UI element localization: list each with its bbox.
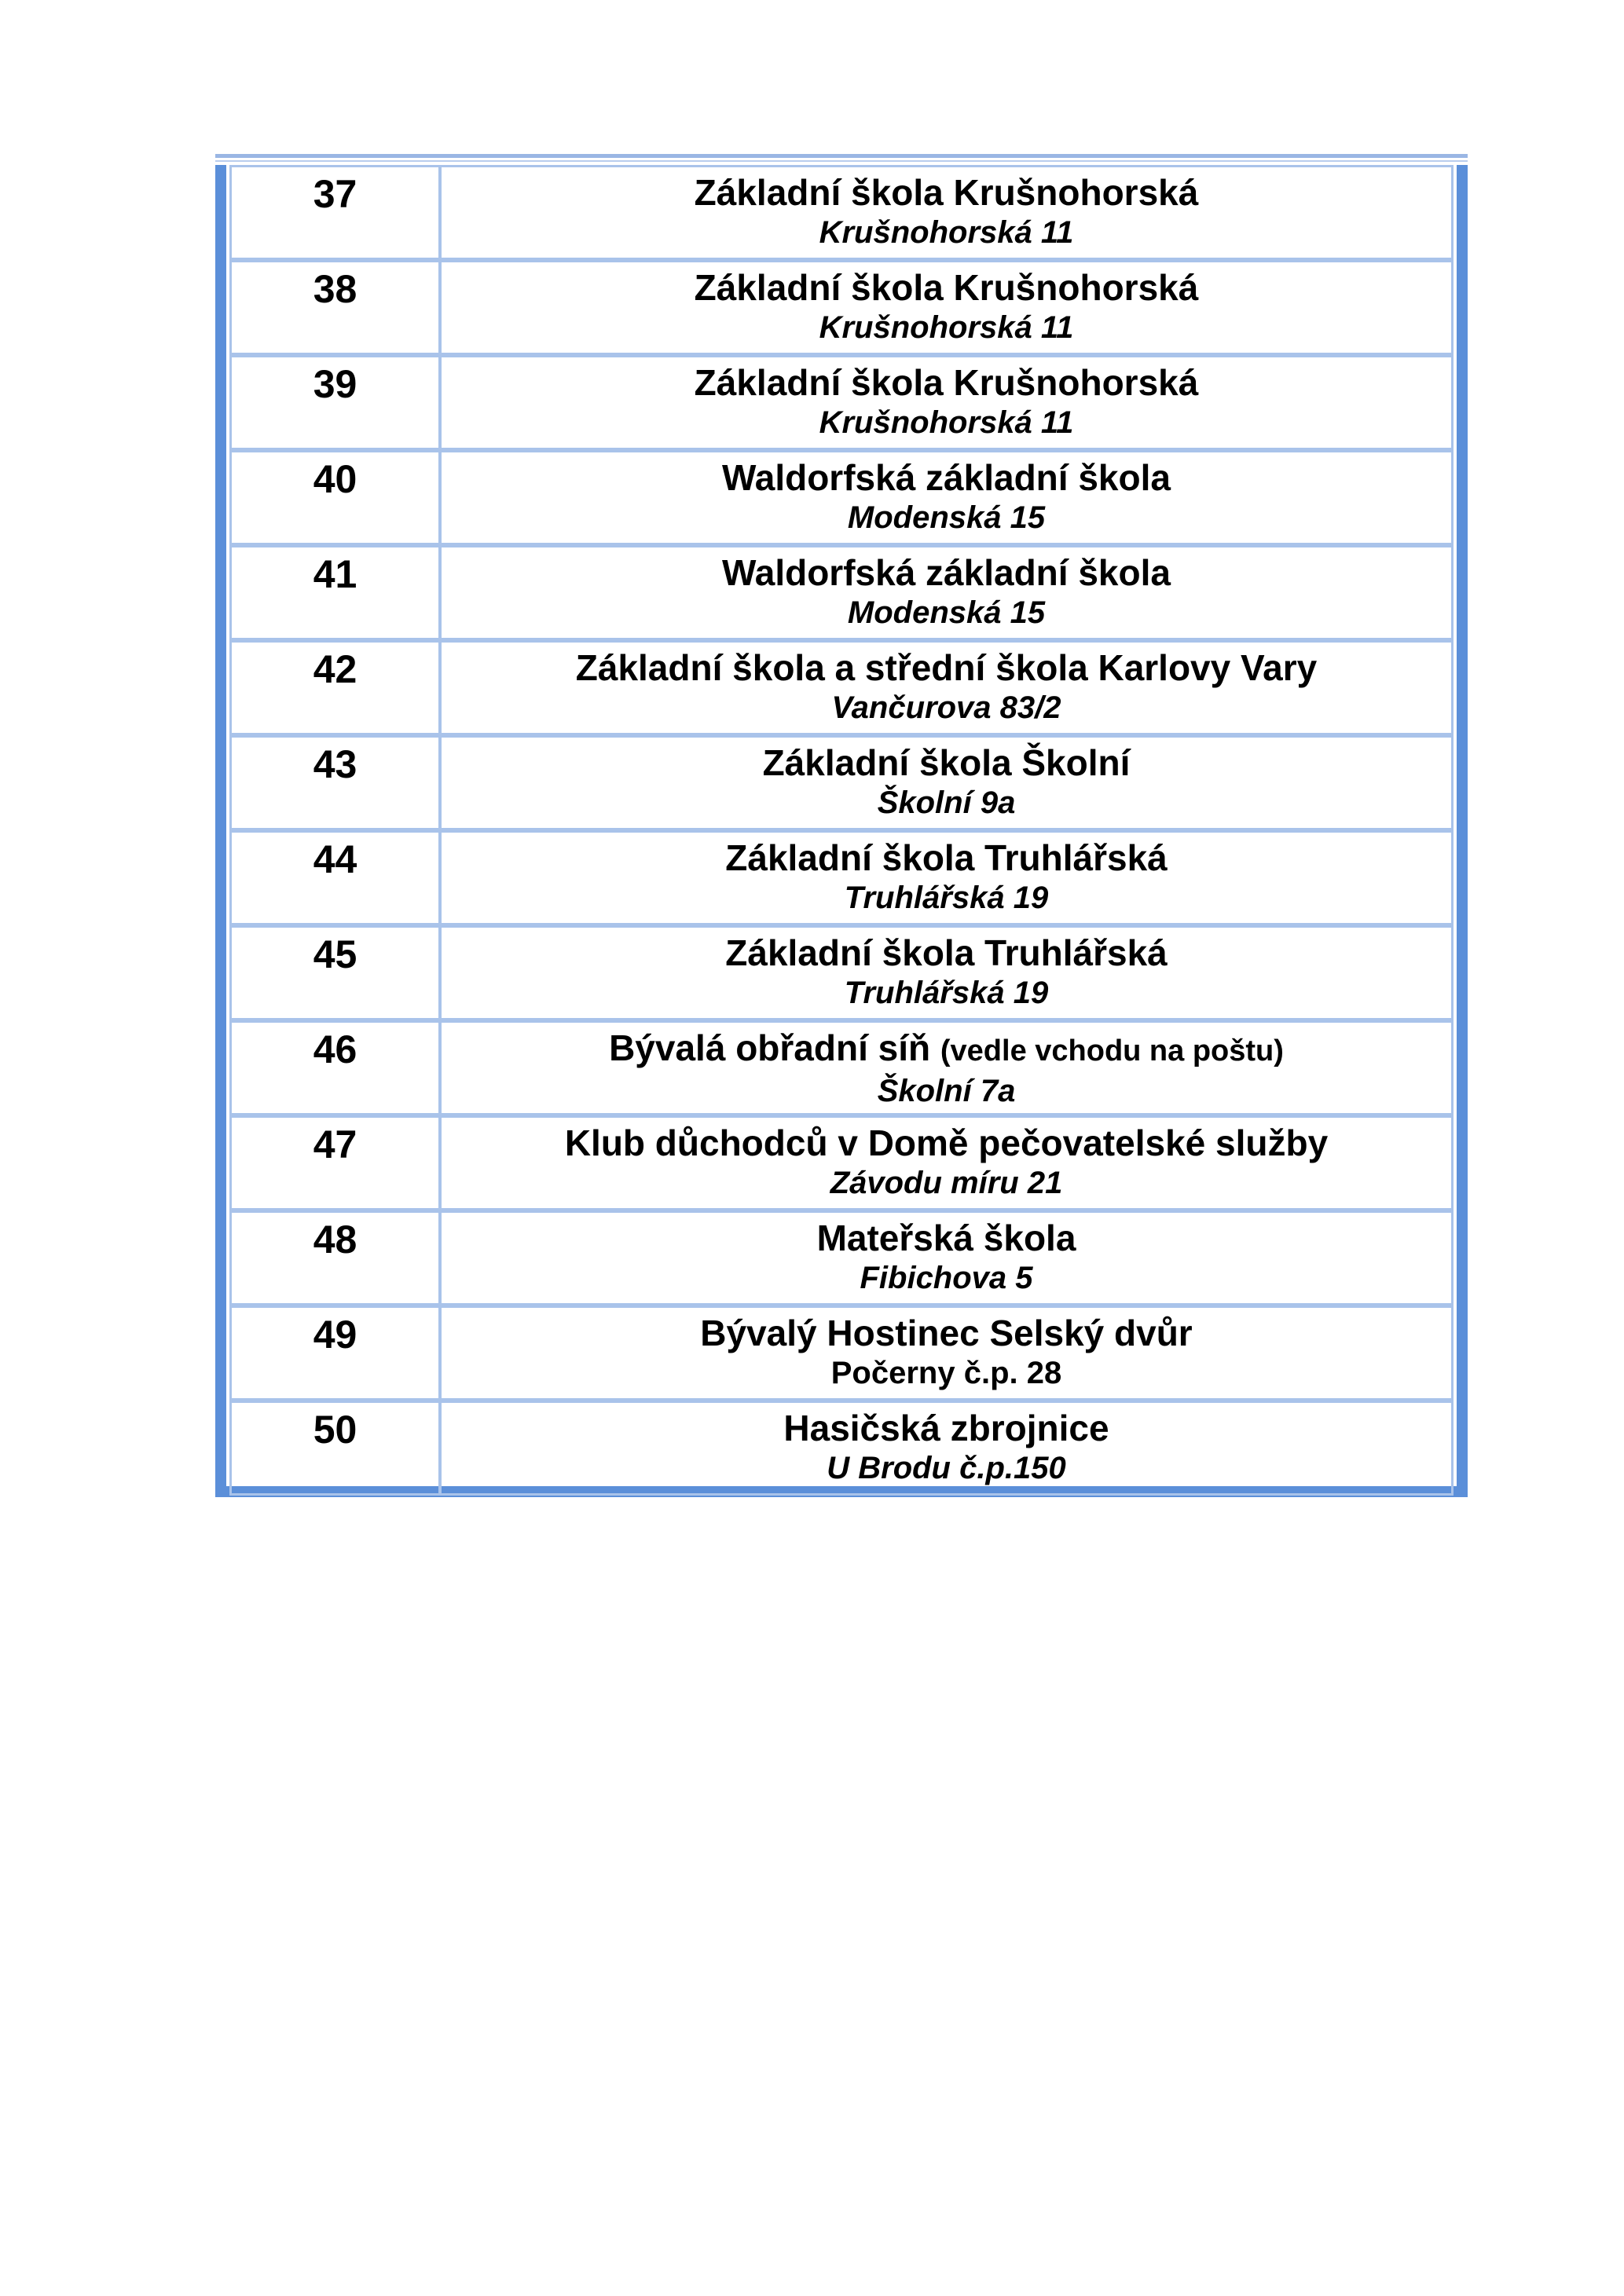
station-address: Krušnohorská 11 bbox=[819, 215, 1074, 250]
top-rule-thin bbox=[215, 160, 1468, 162]
table-row bbox=[229, 1020, 1454, 1115]
station-details bbox=[442, 643, 1454, 733]
table-row bbox=[229, 735, 1454, 830]
station-name: Základní škola a střední škola Karlovy Vary bbox=[575, 647, 1318, 688]
station-address: Krušnohorská 11 bbox=[819, 310, 1074, 345]
station-address: Truhlářská 19 bbox=[844, 976, 1049, 1010]
station-number: 38 bbox=[229, 262, 442, 353]
station-number: 48 bbox=[229, 1213, 442, 1303]
station-number: 37 bbox=[229, 167, 442, 258]
station-name: Základní škola Truhlářská bbox=[725, 932, 1168, 973]
station-details bbox=[442, 1023, 1454, 1113]
station-name: Základní škola Krušnohorská bbox=[694, 172, 1199, 213]
station-details bbox=[442, 452, 1454, 543]
station-number: 40 bbox=[229, 452, 442, 543]
station-name: Bývalá obřadní síň bbox=[609, 1027, 931, 1068]
station-details bbox=[442, 1308, 1454, 1398]
station-number: 50 bbox=[229, 1403, 442, 1493]
station-number: 49 bbox=[229, 1308, 442, 1398]
table-row bbox=[229, 355, 1454, 450]
station-name: Základní škola Krušnohorská bbox=[694, 362, 1199, 403]
station-details bbox=[442, 928, 1454, 1018]
station-details bbox=[442, 1403, 1454, 1493]
station-number: 45 bbox=[229, 928, 442, 1018]
station-name-line bbox=[725, 931, 1167, 975]
station-name: Základní škola Truhlářská bbox=[725, 837, 1168, 878]
station-address: Krušnohorská 11 bbox=[819, 405, 1074, 440]
table-row bbox=[229, 450, 1454, 545]
table-row bbox=[229, 925, 1454, 1020]
table-row bbox=[229, 1305, 1454, 1401]
station-name-line bbox=[565, 1121, 1328, 1165]
station-name-line bbox=[763, 741, 1131, 785]
station-address: Truhlářská 19 bbox=[844, 881, 1049, 915]
station-name-line bbox=[695, 170, 1199, 214]
station-name: Klub důchodců v Domě pečovatelské služby bbox=[564, 1122, 1329, 1163]
station-number: 44 bbox=[229, 833, 442, 923]
station-note: (vedle vchodu na poštu) bbox=[940, 1034, 1284, 1067]
station-address: Modenská 15 bbox=[847, 500, 1046, 535]
station-details bbox=[442, 833, 1454, 923]
station-name-line bbox=[609, 1026, 1284, 1073]
polling-stations-table bbox=[226, 165, 1457, 1486]
station-number: 39 bbox=[229, 357, 442, 448]
station-name: Waldorfská základní škola bbox=[722, 457, 1171, 498]
station-name-line bbox=[722, 456, 1171, 500]
station-name: Hasičská zbrojnice bbox=[783, 1408, 1109, 1448]
station-address: Školní 9a bbox=[877, 785, 1016, 820]
station-address: Školní 7a bbox=[877, 1074, 1016, 1108]
station-details bbox=[442, 547, 1454, 638]
station-number: 42 bbox=[229, 643, 442, 733]
station-name-line bbox=[783, 1406, 1109, 1450]
station-name: Bývalý Hostinec Selský dvůr bbox=[700, 1313, 1193, 1353]
station-name-line bbox=[576, 646, 1317, 690]
table-row bbox=[229, 1210, 1454, 1305]
station-details bbox=[442, 1213, 1454, 1303]
top-rule bbox=[215, 154, 1468, 158]
station-name: Základní škola Školní bbox=[762, 742, 1131, 783]
station-details bbox=[442, 262, 1454, 353]
station-details bbox=[442, 167, 1454, 258]
station-address: Vančurova 83/2 bbox=[831, 690, 1061, 725]
station-details bbox=[442, 357, 1454, 448]
table-row bbox=[229, 830, 1454, 925]
station-address: U Brodu č.p.150 bbox=[827, 1451, 1066, 1485]
station-name: Mateřská škola bbox=[816, 1218, 1076, 1258]
station-name-line bbox=[700, 1311, 1192, 1355]
polling-stations-table-frame bbox=[215, 165, 1468, 1497]
station-name-line bbox=[722, 551, 1171, 595]
station-name: Základní škola Krušnohorská bbox=[694, 267, 1199, 308]
table-row bbox=[229, 1115, 1454, 1210]
station-name-line bbox=[725, 836, 1167, 880]
table-row bbox=[229, 260, 1454, 355]
station-number: 47 bbox=[229, 1118, 442, 1208]
table-row bbox=[229, 545, 1454, 640]
station-details bbox=[442, 738, 1454, 828]
station-address: Závodu míru 21 bbox=[830, 1166, 1063, 1200]
station-number: 43 bbox=[229, 738, 442, 828]
station-address: Fibichova 5 bbox=[860, 1261, 1033, 1295]
station-address: Modenská 15 bbox=[847, 595, 1046, 630]
station-name-line bbox=[817, 1216, 1076, 1260]
station-details bbox=[442, 1118, 1454, 1208]
table-row bbox=[229, 640, 1454, 735]
station-address: Počerny č.p. 28 bbox=[830, 1356, 1062, 1390]
table-row bbox=[229, 165, 1454, 260]
station-name: Waldorfská základní škola bbox=[722, 552, 1171, 593]
station-name-line bbox=[695, 361, 1199, 405]
station-name-line bbox=[695, 265, 1199, 309]
station-number: 41 bbox=[229, 547, 442, 638]
table-row bbox=[229, 1401, 1454, 1496]
station-number: 46 bbox=[229, 1023, 442, 1113]
